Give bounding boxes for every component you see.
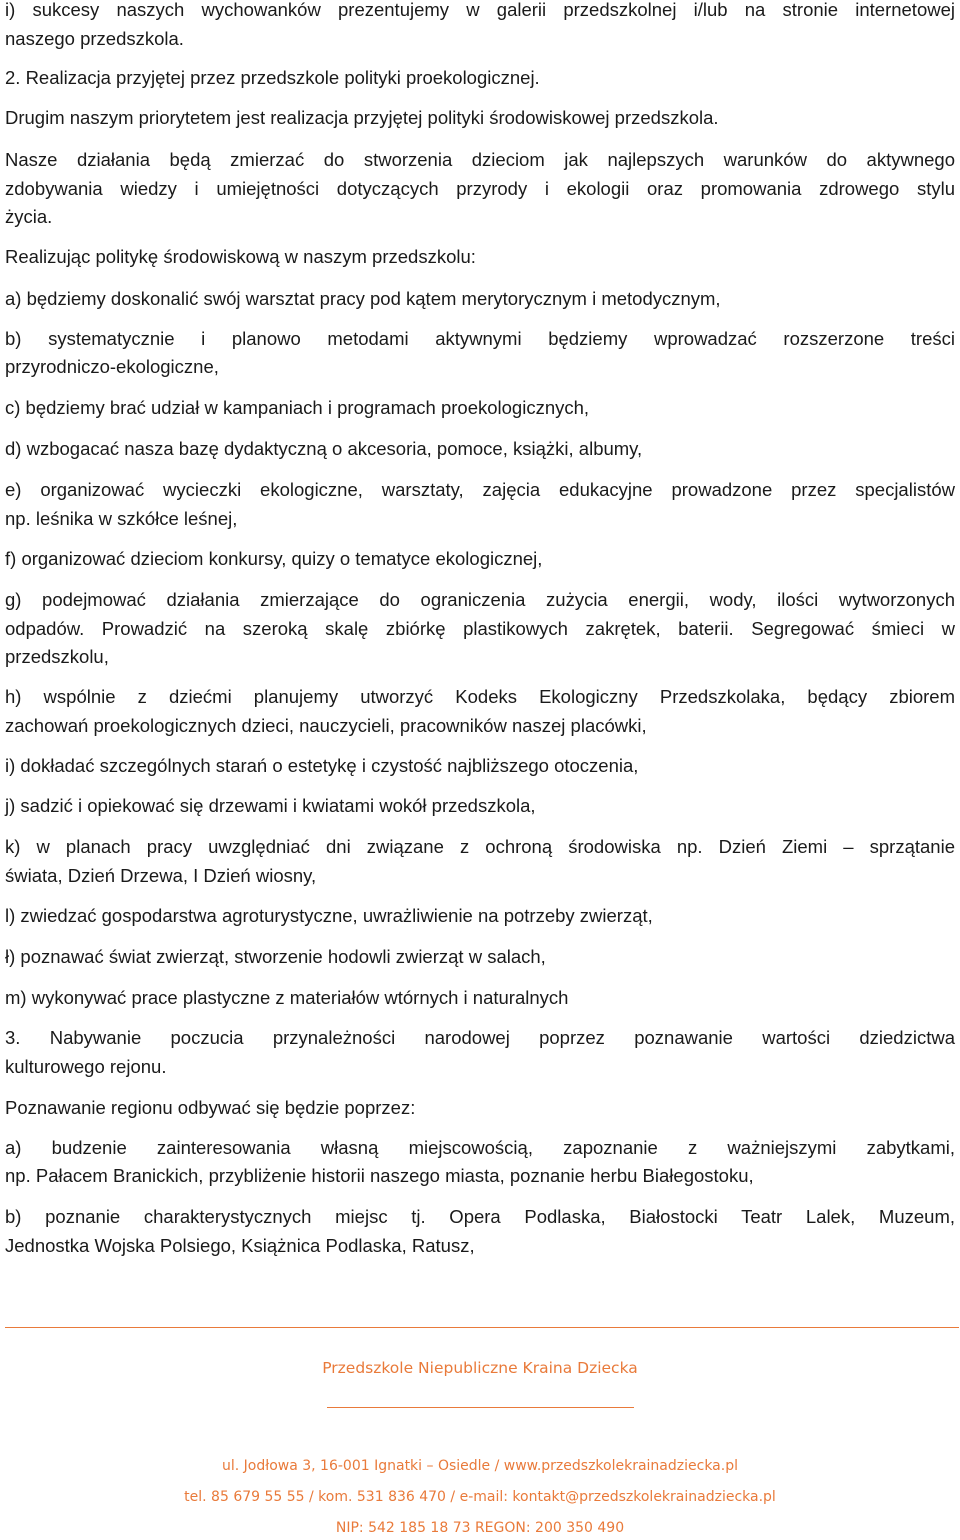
text-line: Drugim naszym priorytetem jest realizacja przyjętej polityki środowiskowej przedszkola. [5,107,719,128]
list-item-continuation: świata, Dzień Drzewa, I Dzień wiosny, [5,865,317,886]
list-item: b) poznanie charakterystycznych miejsc tj. Opera Podlaska, Białostocki Teatr Lalek, Muzeum, [5,1206,955,1227]
text-line: zdobywania wiedzy i umiejętności dotyczących przyrody i ekologii oraz promowania zdrowego stylu [5,178,955,199]
list-item: a) będziemy doskonalić swój warsztat pracy pod kątem merytorycznym i metodycznym, [5,288,721,309]
footer-institution-name: Przedszkole Niepubliczne Kraina Dziecka [322,1359,638,1377]
list-item: b) systematycznie i planowo metodami aktywnymi będziemy wprowadzać rozszerzone treści [5,328,955,349]
list-item-continuation: Jednostka Wojska Polsiego, Książnica Podlaska, Ratusz, [5,1235,475,1256]
list-item: k) w planach pracy uwzględniać dni związane z ochroną środowiska np. Dzień Ziemi – sprzątanie [5,836,955,857]
footer-address: ul. Jodłowa 3, 16-001 Ignatki – Osiedle / www.przedszkolekrainadziecka.pl [221,1458,738,1474]
list-item-continuation: zachowań proekologicznych dzieci, nauczycieli, pracowników naszej placówki, [5,715,647,736]
list-item: j) sadzić i opiekować się drzewami i kwiatami wokół przedszkola, [5,795,536,816]
text-line: Realizując politykę środowiskową w naszym przedszkolu: [5,246,476,267]
list-item: a) budzenie zainteresowania własną miejscowością, zapoznanie z ważniejszymi zabytkami, [5,1137,955,1158]
list-item: g) podejmować działania zmierzające do ograniczenia zużycia energii, wody, ilości wytworzonych [5,589,955,610]
list-item: ł) poznawać świat zwierząt, stworzenie hodowli zwierząt w salach, [5,946,546,967]
section-heading-continuation: kulturowego rejonu. [5,1056,167,1077]
list-item: i) dokładać szczególnych starań o estetykę i czystość najbliższego otoczenia, [5,755,639,776]
list-item-continuation: np. leśnika w szkółce leśnej, [5,508,238,529]
list-item-continuation: przedszkolu, [5,646,109,667]
text-line: Nasze działania będą zmierzać do stworzenia dzieciom jak najlepszych warunków do aktywnego [5,149,955,170]
list-item: c) będziemy brać udział w kampaniach i programach proekologicznych, [5,397,590,418]
footer-ids: NIP: 542 185 18 73 REGON: 200 350 490 [335,1520,625,1536]
text-line: naszego przedszkola. [5,28,184,49]
list-item-continuation: przyrodniczo-ekologiczne, [5,356,219,377]
footer-divider [5,1327,959,1328]
list-item: d) wzbogacać nasza bazę dydaktyczną o akcesoria, pomoce, książki, albumy, [5,438,643,459]
list-item: f) organizować dzieciom konkursy, quizy o tematyce ekologicznej, [5,548,543,569]
list-item: e) organizować wycieczki ekologiczne, warsztaty, zajęcia edukacyjne prowadzone przez specjalistów [5,479,955,500]
footer-contact: tel. 85 679 55 55 / kom. 531 836 470 / e-mail: kontakt@przedszkolekrainadziecka.pl [184,1489,776,1505]
text-line: życia. [5,206,53,227]
text-line: Poznawanie regionu odbywać się będzie poprzez: [5,1097,416,1118]
list-item: h) wspólnie z dziećmi planujemy utworzyć Kodeks Ekologiczny Przedszkolaka, będący zbiorem [5,686,955,707]
list-item-continuation: odpadów. Prowadzić na szeroką skalę zbiórkę plastikowych zakrętek, baterii. Segregować śmieci w [5,618,955,639]
text-line: i) sukcesy naszych wychowanków prezentujemy w galerii przedszkolnej i/lub na stronie internetowej [5,0,955,20]
section-heading: 2. Realizacja przyjętej przez przedszkole polityki proekologicznej. [5,67,540,88]
list-item: m) wykonywać prace plastyczne z materiałów wtórnych i naturalnych [5,987,569,1008]
footer-name-underline [327,1407,634,1408]
list-item-continuation: np. Pałacem Branickich, przybliżenie historii naszego miasta, poznanie herbu Białegostoku, [5,1165,754,1186]
list-item: l) zwiedzać gospodarstwa agroturystyczne, uwrażliwienie na potrzeby zwierząt, [5,905,653,926]
section-heading: 3. Nabywanie poczucia przynależności narodowej poprzez poznawanie wartości dziedzictwa [5,1027,955,1048]
